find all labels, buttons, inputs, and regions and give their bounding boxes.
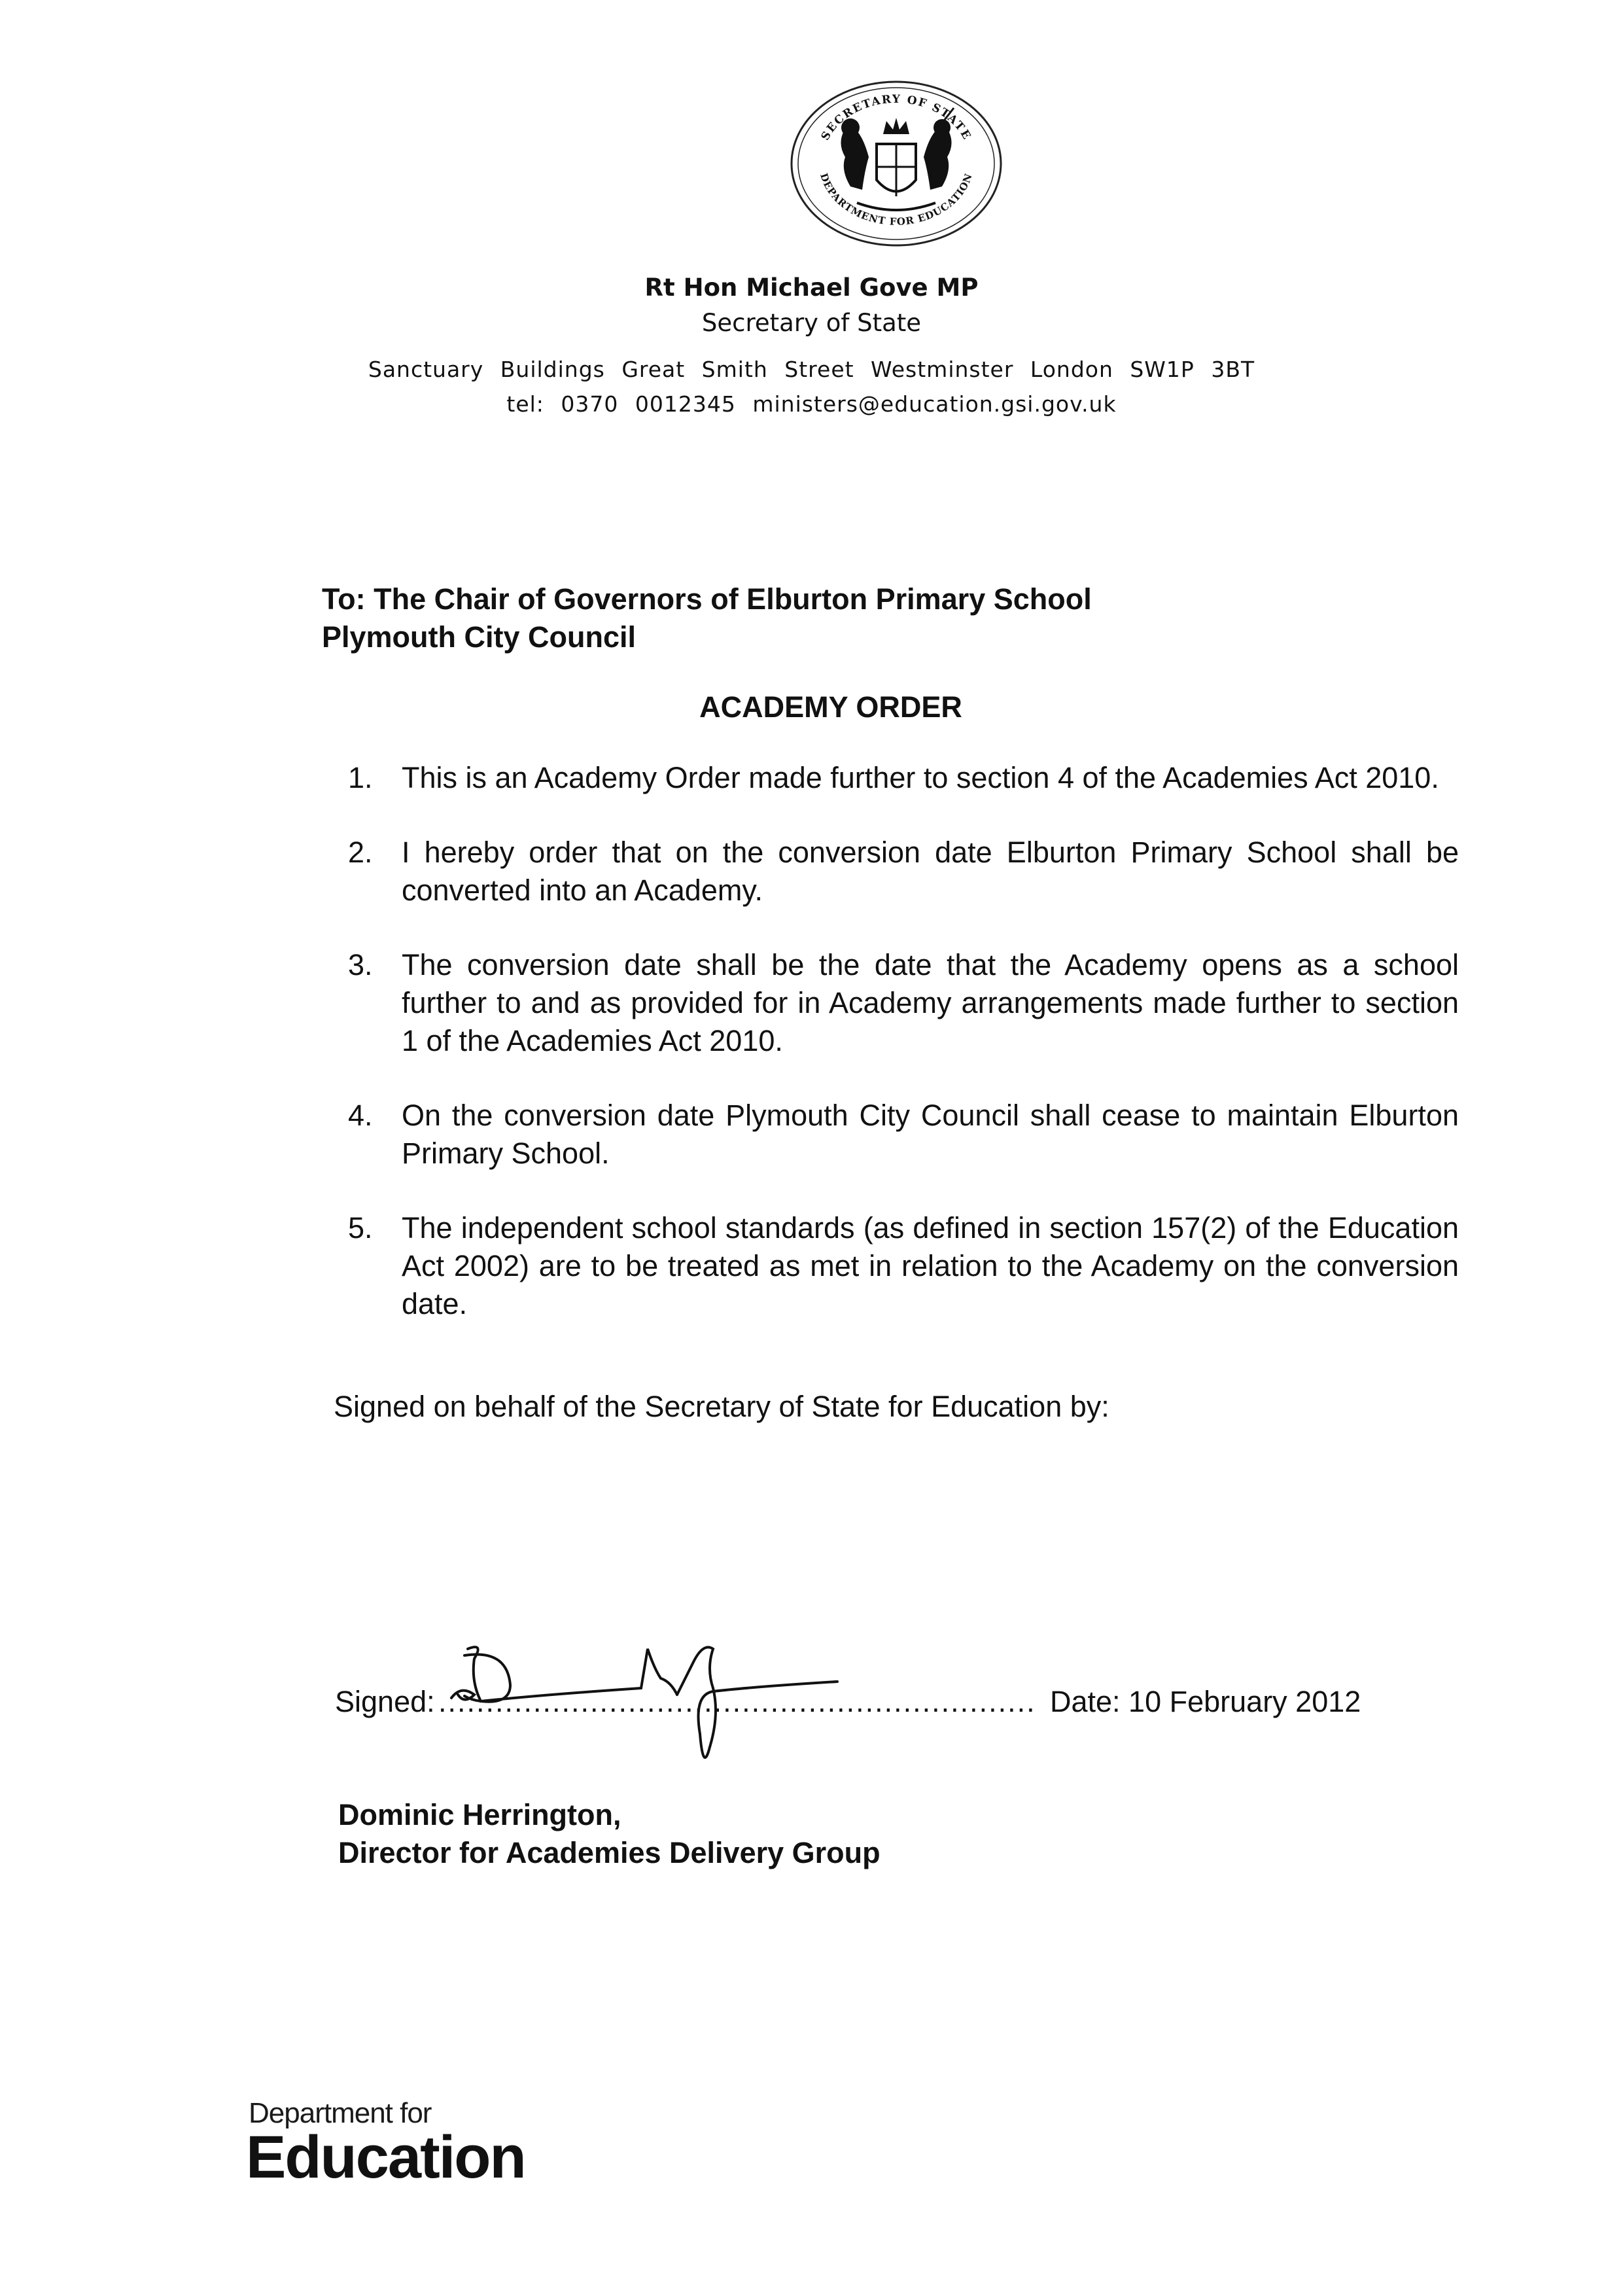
clause-item xyxy=(340,834,1459,910)
clause-text: The conversion date shall be the date that the Academy opens as a school further to and as provided for in Academy arrangements made further to section 1 of the Academies Act 2010. xyxy=(402,948,1459,1057)
clause-number: 4. xyxy=(348,1099,373,1132)
sender-contact: tel: 0370 0012345 ministers@education.gsi.gov.uk xyxy=(506,391,1117,417)
clause-item xyxy=(340,1097,1459,1173)
signed-label: Signed: xyxy=(335,1685,435,1718)
signer-role: Director for Academies Delivery Group xyxy=(338,1836,881,1869)
seal-text-top: SECRETARY OF STATE xyxy=(818,92,974,143)
signed-on-behalf-line: Signed on behalf of the Secretary of State for Education by: xyxy=(334,1390,1109,1423)
clause-item xyxy=(340,759,1459,797)
signature-dotted-line: ............................................................... xyxy=(438,1685,1036,1718)
royal-coat-of-arms-icon xyxy=(785,72,1007,262)
clause-item xyxy=(340,946,1459,1060)
document-title: ACADEMY ORDER xyxy=(699,690,962,724)
sender-title: Secretary of State xyxy=(701,309,922,337)
dfe-logo-line-2: Education xyxy=(246,2124,525,2191)
clause-number: 3. xyxy=(348,948,373,981)
sender-name: Rt Hon Michael Gove MP xyxy=(644,274,979,302)
clause-item xyxy=(340,1209,1459,1323)
department-seal xyxy=(785,72,1007,262)
signer-block xyxy=(338,1796,881,1872)
clause-text: This is an Academy Order made further to section 4 of the Academies Act 2010. xyxy=(402,761,1439,794)
signer-name: Dominic Herrington, xyxy=(338,1798,621,1831)
clause-text: On the conversion date Plymouth City Council shall cease to maintain Elburton Primary School. xyxy=(402,1099,1459,1170)
sender-address: Sanctuary Buildings Great Smith Street Westminster London SW1P 3BT xyxy=(368,357,1255,382)
clause-text: I hereby order that on the conversion date Elburton Primary School shall be converted into an Academy. xyxy=(402,836,1459,907)
clause-list xyxy=(340,759,1459,1360)
handwritten-signature xyxy=(445,1623,850,1780)
dfe-logo-line-1: Department for xyxy=(249,2097,432,2129)
recipient-line-1: To: The Chair of Governors of Elburton Primary School xyxy=(322,582,1092,616)
seal-text-bottom: DEPARTMENT FOR EDUCATION xyxy=(818,171,975,228)
clause-text: The independent school standards (as defined in section 157(2) of the Education Act 2002) are to be treated as met in relation to the Academy on the conversion date. xyxy=(402,1211,1459,1320)
date-label: Date: 10 February 2012 xyxy=(1050,1685,1361,1718)
clause-number: 1. xyxy=(348,761,373,794)
clause-number: 5. xyxy=(348,1211,373,1245)
clause-number: 2. xyxy=(348,836,373,869)
recipient-block xyxy=(322,580,1092,656)
recipient-line-2: Plymouth City Council xyxy=(322,620,637,654)
